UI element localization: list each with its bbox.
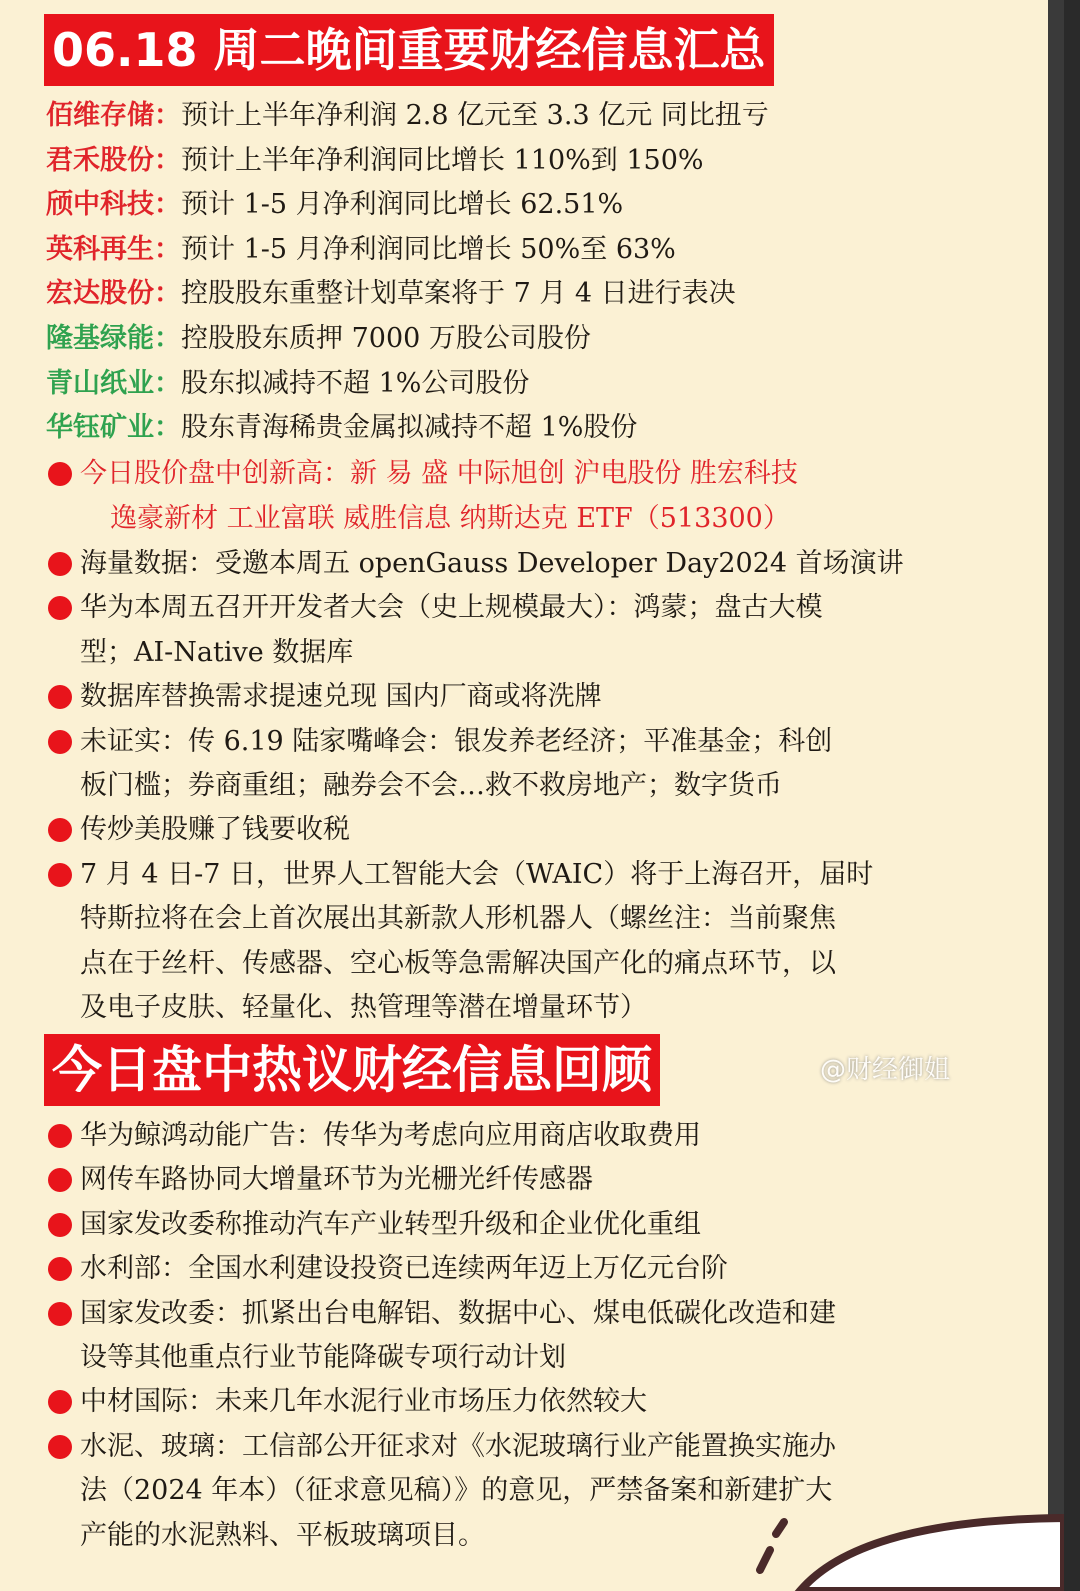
- bullet-icon: [48, 462, 72, 486]
- company-news: 预计上半年净利润同比增长 110%到 150%: [181, 144, 704, 176]
- bullet-text: 水利部：全国水利建设投资已连续两年迈上万亿元台阶: [80, 1253, 728, 1285]
- bullet-icon: [48, 552, 72, 576]
- company-name: 颀中科技：: [46, 189, 181, 221]
- bullet-text: 今日股价盘中创新高：新 易 盛 中际旭创 沪电股份 胜宏科技: [80, 458, 798, 489]
- company-name: 佰维存储：: [46, 100, 181, 131]
- bullet-item: [46, 1381, 647, 1423]
- text-row: [46, 676, 602, 718]
- text-row: [46, 721, 832, 763]
- bullet-text: 传炒美股赚了钱要收税: [80, 814, 350, 846]
- company-news: 控股股东重整计划草案将于 7 月 4 日进行表决: [181, 278, 736, 310]
- text-row: [46, 1293, 836, 1335]
- bullet-item: [46, 543, 904, 585]
- company-news: 股东青海稀贵金属拟减持不超 1%股份: [181, 412, 638, 444]
- text-row: [46, 765, 782, 807]
- text-row: [46, 453, 798, 495]
- bullet-text: 产能的水泥熟料、平板玻璃项目。: [80, 1519, 485, 1551]
- bullet-text: 网传车路协同大增量环节为光栅光纤传感器: [80, 1164, 593, 1196]
- company-news: 股东拟减持不超 1%公司股份: [181, 367, 530, 399]
- bullet-text: 中材国际：未来几年水泥行业市场压力依然较大: [80, 1386, 647, 1418]
- bubble-shape: [800, 1518, 1064, 1591]
- text-row: [46, 587, 823, 629]
- bullet-text: 水泥、玻璃：工信部公开征求对《水泥玻璃行业产能置换实施办: [80, 1430, 836, 1462]
- company-row: [46, 318, 591, 360]
- company-news: 预计上半年净利润 2.8 亿元至 3.3 亿元 同比扭亏: [181, 100, 769, 131]
- bullet-icon: [48, 730, 72, 754]
- company-news: 控股股东质押 7000 万股公司股份: [181, 323, 591, 354]
- company-name: 青山纸业：: [46, 367, 181, 399]
- text-row: [46, 543, 904, 585]
- text-row: [46, 1248, 728, 1290]
- bullet-icon: [48, 1124, 72, 1148]
- company-name: 宏达股份：: [46, 278, 181, 310]
- bullet-item: [46, 765, 782, 807]
- company-row: [46, 273, 736, 315]
- company-name: 华钰矿业：: [46, 412, 181, 444]
- bullet-text: 华为本周五召开开发者大会（史上规模最大）：鸿蒙；盘古大模: [80, 592, 823, 624]
- bullet-text: 特斯拉将在会上首次展出其新款人形机器人（螺丝注：当前聚焦: [80, 903, 836, 935]
- bullet-text: 未证实：传 6.19 陆家嘴峰会：银发养老经济；平准基金；科创: [80, 725, 833, 757]
- text-row: [46, 898, 836, 940]
- bullet-item: [46, 1293, 836, 1335]
- bullet-item: [46, 943, 836, 985]
- decoration-stroke: [776, 1522, 784, 1534]
- company-row: [46, 229, 676, 271]
- bullet-icon: [48, 1257, 72, 1281]
- bullet-icon: [48, 1302, 72, 1326]
- text-row: [46, 1470, 832, 1512]
- speech-bubble: [740, 1500, 1064, 1591]
- bullet-item: [46, 1426, 836, 1468]
- text-row: [46, 632, 353, 674]
- bullet-icon: [48, 1213, 72, 1237]
- bullet-text: 法（2024 年本）（征求意见稿）》的意见，严禁备案和新建扩大: [80, 1475, 833, 1507]
- company-name: 英科再生：: [46, 233, 181, 265]
- bullet-text: 逸豪新材 工业富联 威胜信息 纳斯达克 ETF（513300）: [110, 502, 790, 534]
- decoration-stroke: [760, 1550, 770, 1570]
- text-row: [46, 1337, 566, 1379]
- bullet-item: [46, 987, 647, 1029]
- text-row: [46, 1381, 647, 1423]
- company-news: 预计 1-5 月净利润同比增长 62.51%: [181, 189, 624, 221]
- text-row: [46, 987, 647, 1029]
- text-row: [46, 1515, 485, 1557]
- bullet-icon: [48, 818, 72, 842]
- bullet-item: [46, 898, 836, 940]
- bullet-item: [46, 632, 353, 674]
- bullet-text: 设等其他重点行业节能降碳专项行动计划: [80, 1342, 566, 1373]
- text-row: [46, 1159, 593, 1201]
- title-intraday-review: 今日盘中热议财经信息回顾: [44, 1034, 660, 1106]
- bullet-item: [46, 721, 832, 763]
- text-row: [46, 943, 836, 985]
- company-row: [46, 363, 529, 405]
- bullet-icon: [48, 1390, 72, 1414]
- title-evening-summary: 06.18 周二晚间重要财经信息汇总: [44, 14, 774, 86]
- bullet-item: [46, 1115, 701, 1157]
- bullet-item: [46, 1337, 566, 1379]
- text-row: [46, 1204, 701, 1246]
- bullet-icon: [48, 685, 72, 709]
- bullet-item: [46, 809, 350, 851]
- bullet-text: 国家发改委：抓紧出台电解铝、数据中心、煤电低碳化改造和建: [80, 1297, 836, 1329]
- company-news: 预计 1-5 月净利润同比增长 50%至 63%: [181, 233, 676, 265]
- bullet-item: [46, 453, 798, 495]
- bullet-text: 海量数据：受邀本周五 openGauss Developer Day2024 首场演讲: [80, 548, 904, 579]
- text-row: [46, 809, 350, 851]
- text-row: [46, 1115, 701, 1157]
- bullet-text: 点在于丝杆、传感器、空心板等急需解决国产化的痛点环节，以: [80, 947, 836, 979]
- watermark: @财经御姐: [820, 1055, 951, 1085]
- bullet-item: [46, 1470, 832, 1512]
- bullet-text: 华为鲸鸿动能广告：传华为考虑向应用商店收取费用: [80, 1120, 701, 1151]
- bullet-icon: [48, 596, 72, 620]
- text-row: [46, 854, 873, 896]
- bullet-icon: [48, 1435, 72, 1459]
- bullet-icon: [48, 1168, 72, 1192]
- bullet-item: [46, 1159, 593, 1201]
- bullet-text: 型；AI-Native 数据库: [80, 636, 354, 668]
- bullet-item: [46, 1515, 485, 1557]
- bullet-icon: [48, 863, 72, 887]
- right-border: [1048, 0, 1064, 1591]
- bullet-item: [46, 676, 602, 718]
- bullet-text: 国家发改委称推动汽车产业转型升级和企业优化重组: [80, 1208, 701, 1240]
- bullet-text: 7 月 4 日-7 日，世界人工智能大会（WAIC）将于上海召开，届时: [80, 858, 874, 890]
- company-name: 君禾股份：: [46, 144, 181, 176]
- company-row: [46, 95, 769, 137]
- text-row: [46, 1426, 836, 1468]
- bullet-text: 及电子皮肤、轻量化、热管理等潜在增量环节）: [80, 992, 647, 1023]
- bullet-text: 板门槛；券商重组；融券会不会…救不救房地产；数字货币: [80, 770, 782, 801]
- bullet-text: 数据库替换需求提速兑现 国内厂商或将洗牌: [80, 681, 602, 713]
- company-row: [46, 140, 704, 182]
- bullet-item: [46, 1248, 728, 1290]
- company-row: [46, 407, 637, 449]
- company-row: [46, 184, 623, 226]
- company-name: 隆基绿能：: [46, 323, 181, 354]
- bullet-item: [46, 854, 873, 896]
- text-row: [46, 498, 790, 540]
- bullet-item: [46, 1204, 701, 1246]
- bullet-item: [46, 587, 823, 629]
